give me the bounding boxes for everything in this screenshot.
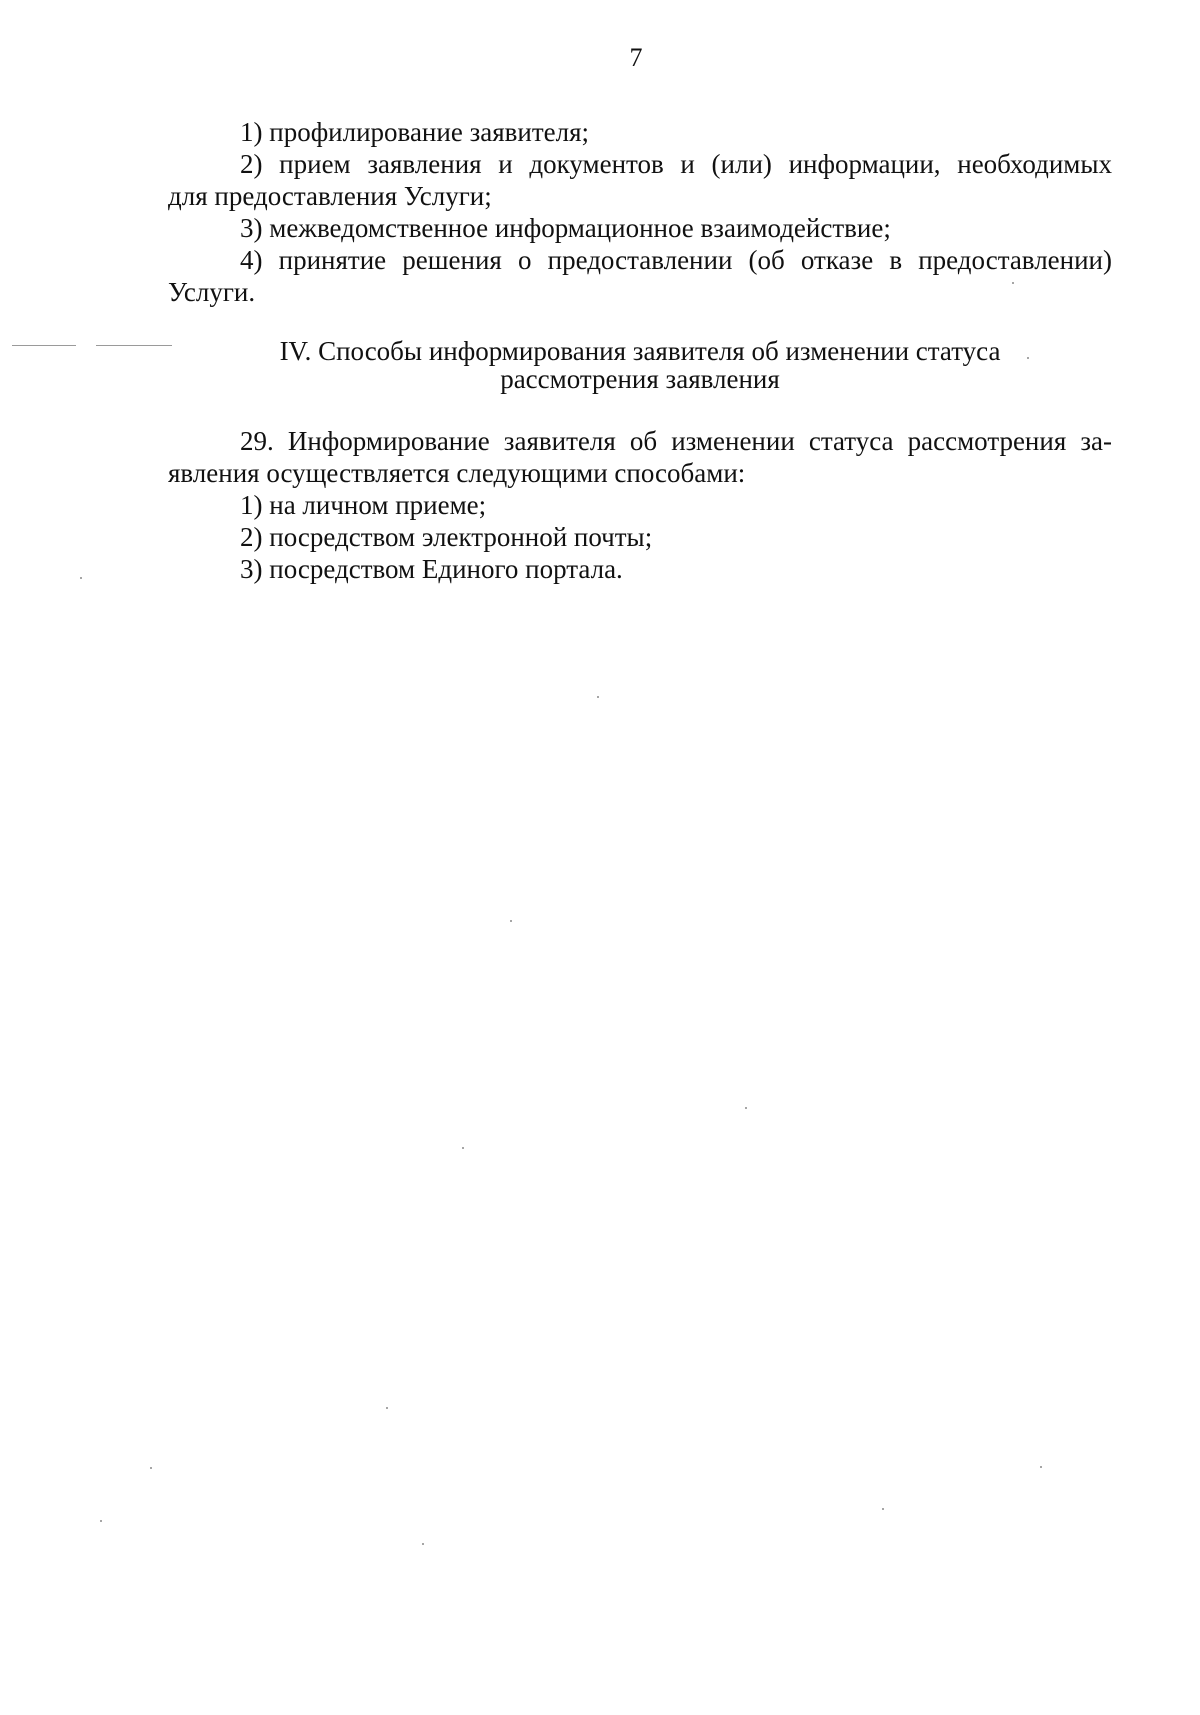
scan-speck	[882, 1508, 884, 1510]
scan-speck	[1027, 357, 1029, 359]
scan-speck	[150, 1467, 152, 1469]
scan-speck	[80, 577, 82, 579]
section-heading-line: рассмотрения заявления	[500, 364, 780, 394]
scan-speck	[386, 1407, 388, 1409]
list-item: 4) принятие решения о предоставлении (об отказе в предоставлении)	[240, 245, 1112, 275]
procedure-list	[168, 116, 1112, 308]
section-heading-line: IV. Способы информирования заявителя об изменении статуса	[279, 336, 1001, 366]
list-item: 3) межведомственное информационное взаимодействие;	[240, 213, 891, 243]
scan-speck	[100, 1520, 102, 1522]
paragraph-line: 29. Информирование заявителя об изменении статуса рассмотрения за-	[240, 426, 1112, 456]
scan-speck	[422, 1543, 424, 1545]
scan-artifact-line	[12, 345, 76, 346]
scan-speck	[510, 920, 512, 922]
scan-speck	[1012, 282, 1014, 284]
paragraph-29	[168, 425, 1112, 585]
list-item-continuation: Услуги.	[168, 277, 256, 307]
scan-artifact-line	[96, 345, 172, 346]
section-heading	[168, 337, 1112, 393]
list-item: 3) посредством Единого портала.	[240, 554, 623, 584]
list-item: 2) посредством электронной почты;	[240, 522, 653, 552]
list-item: 1) на личном приеме;	[240, 490, 487, 520]
page-number: 7	[629, 43, 643, 72]
scan-speck	[462, 1147, 464, 1149]
paragraph-line: явления осуществляется следующими способами:	[168, 458, 746, 488]
list-item: 2) прием заявления и документов и (или) информации, необходимых	[240, 149, 1112, 179]
scan-speck	[1040, 1466, 1042, 1468]
scan-speck	[745, 1107, 747, 1109]
list-item: 1) профилирование заявителя;	[240, 117, 590, 147]
list-item-continuation: для предоставления Услуги;	[168, 181, 492, 211]
scan-speck	[597, 696, 599, 698]
